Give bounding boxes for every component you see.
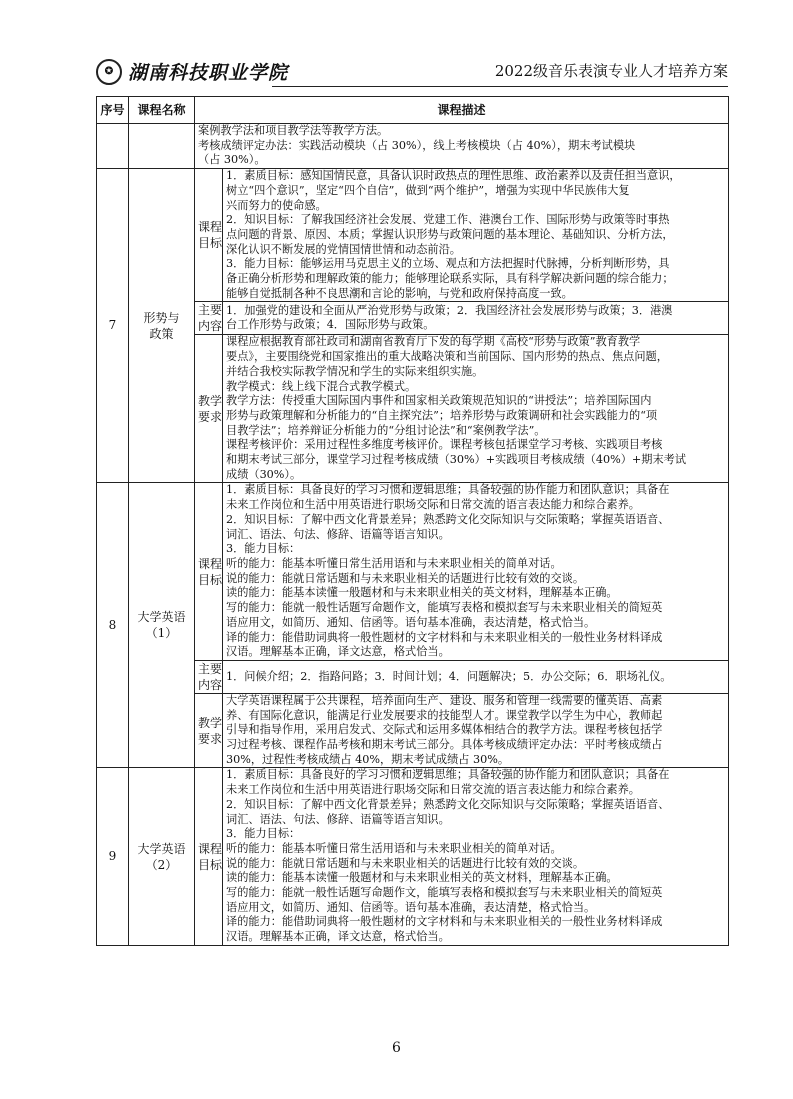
course-name xyxy=(129,768,195,945)
desc-line: 养、有国际化意识，能满足行业发展要求的技能型人才。课堂教学以学生为中心，教师起 xyxy=(226,708,663,722)
desc-line: 2．知识目标：了解中西文化背景差异；熟悉跨文化交际知识与交际策略；掌握英语语音、 xyxy=(226,512,670,526)
desc-line: 教学方法：传授重大国际国内事件和国家相关政策规范知识的“讲授法”；培养国际国内 xyxy=(226,394,652,408)
section-label-line: 内容 xyxy=(198,319,223,334)
desc-line: 2．知识目标：了解我国经济社会发展、党建工作、港澳台工作、国际形势与政策等时事热 xyxy=(226,213,670,227)
desc-line: 考核成绩评定办法：实践活动模块（占 30%），线上考核模块（占 40%），期末考试模块 xyxy=(198,138,636,152)
section-label-line: 课程 xyxy=(198,556,223,571)
section-description xyxy=(223,483,729,660)
desc-line: 听的能力：能基本听懂日常生活用语和与未来职业相关的简单对话。 xyxy=(226,556,562,570)
col-header-name: 课程名称 xyxy=(129,97,195,124)
desc-line: 1．问候介绍；2．指路问路；3．时间计划；4．问题解决；5．办公交际；6．职场礼仪。 xyxy=(226,669,672,683)
section-description xyxy=(223,302,729,335)
col-header-num: 序号 xyxy=(97,97,129,124)
desc-line: 能够自觉抵制各种不良思潮和言论的影响，与党和政府保持高度一致。 xyxy=(226,286,573,300)
desc-line: 汉语。理解基本正确，译文达意，格式恰当。 xyxy=(226,645,450,659)
desc-line: 点问题的背景、原因、本质；掌握认识形势与政策问题的基本理论、基础知识、分析方法， xyxy=(226,227,674,241)
section-label xyxy=(195,302,223,335)
cell-name xyxy=(129,124,195,169)
desc-line: 听的能力：能基本听懂日常生活用语和与未来职业相关的简单对话。 xyxy=(226,841,562,855)
section-label xyxy=(195,768,223,945)
course-name xyxy=(129,169,195,483)
desc-line: 译的能力：能借助词典将一般性题材的文字材料和与未来职业相关的一般性业务材料译成 xyxy=(226,630,663,644)
desc-line: 课程考核评价：采用过程性多维度考核评价。课程考核包括课堂学习考核、实践项目考核 xyxy=(226,438,663,452)
section-description xyxy=(223,768,729,945)
table-row xyxy=(97,768,729,945)
section-label-line: 课程 xyxy=(198,841,223,856)
desc-line: 1．素质目标：感知国情民意，具备认识时政热点的理性思维、政治素养以及责任担当意识， xyxy=(226,169,681,183)
section-label-line: 目标 xyxy=(198,236,223,251)
desc-line: 语应用文，如简历、通知、信函等。语句基本准确，表达清楚，格式恰当。 xyxy=(226,615,596,629)
desc-line: 目教学法”；培养辩证分析能力的“分组讨论法”和“案例教学法”。 xyxy=(226,423,546,437)
course-number: 8 xyxy=(97,483,129,768)
section-description xyxy=(223,693,729,768)
school-logo xyxy=(96,58,288,85)
desc-line: 写的能力：能就一般性话题写命题作文，能填写表格和模拟套写与未来职业相关的简短英 xyxy=(226,601,663,615)
desc-line: 汉语。理解基本正确，译文达意，格式恰当。 xyxy=(226,930,450,944)
desc-line: 深化认识不断发展的党情国情世情和动态前沿。 xyxy=(226,242,461,256)
desc-line: 1．素质目标：具备良好的学习习惯和逻辑思维；具备较强的协作能力和团队意识；具备在 xyxy=(226,483,670,497)
section-label xyxy=(195,169,223,302)
section-label xyxy=(195,483,223,660)
desc-line: 课程应根据教育部社政司和湖南省教育厅下发的每学期《高校“形势与政策”教育教学 xyxy=(226,335,641,349)
desc-line: 未来工作岗位和生活中用英语进行职场交际和日常交流的语言表达能力和综合素养。 xyxy=(226,783,640,797)
desc-line: 台工作形势与政策；4．国际形势与政策。 xyxy=(226,318,435,332)
desc-line: 说的能力：能就日常话题和与未来职业相关的话题进行比较有效的交谈。 xyxy=(226,856,585,870)
desc-line: 读的能力：能基本读懂一般题材和与未来职业相关的英文材料，理解基本正确。 xyxy=(226,871,618,885)
section-label-line: 课程 xyxy=(198,220,223,235)
course-table xyxy=(96,96,729,946)
course-name-line: （1） xyxy=(145,626,178,641)
desc-line: （占 30%）。 xyxy=(198,153,266,167)
desc-line: 引导和指导作用，采用启发式、交际式和运用多媒体相结合的教学方法。课程考核包括学 xyxy=(226,723,663,737)
desc-line: 写的能力：能就一般性话题写命题作文，能填写表格和模拟套写与未来职业相关的简短英 xyxy=(226,886,663,900)
course-number: 9 xyxy=(97,768,129,945)
desc-line: 30%，过程性考核成绩占 40%，期末考试成绩占 30%。 xyxy=(226,752,510,766)
desc-line: 成绩（30%）。 xyxy=(226,467,302,481)
desc-line: 大学英语课程属于公共课程，培养面向生产、建设、服务和管理一线需要的懂英语、高素 xyxy=(226,693,663,707)
desc-line: 要点》，主要围绕党和国家推出的重大战略决策和当前国际、国内形势的热点、焦点问题， xyxy=(226,350,668,364)
course-name-line: 大学英语 xyxy=(137,841,186,856)
header-rule xyxy=(272,86,728,87)
school-name: 湖南科技职业学院 xyxy=(128,62,289,84)
desc-line: 习过程考核、课程作品考核和期末考试三部分。具体考核成绩评定办法：平时考核成绩占 xyxy=(226,738,663,752)
desc-line: 案例教学法和项目教学法等教学方法。 xyxy=(198,124,389,137)
col-header-desc: 课程描述 xyxy=(195,97,729,124)
course-name-line: 政策 xyxy=(149,326,174,341)
course-name-line: （2） xyxy=(145,857,178,872)
page-header xyxy=(96,56,728,90)
course-name-line: 形势与 xyxy=(143,310,180,325)
document-title: 2022级音乐表演专业人才培养方案 xyxy=(494,62,728,80)
desc-line: 和期末考试三部分，课堂学习过程考核成绩（30%）+实践项目考核成绩（40%）+期末考试 xyxy=(226,453,687,467)
course-name xyxy=(129,483,195,768)
desc-line: 树立“四个意识”，坚定“四个自信”，做到“两个维护”，增强为实现中华民族伟大复 xyxy=(226,183,630,197)
table-row xyxy=(97,483,729,660)
cell-num xyxy=(97,124,129,169)
cell-desc xyxy=(195,124,729,169)
course-name-line: 大学英语 xyxy=(137,610,186,625)
desc-line: 形势与政策理解和分析能力的“自主探究法”；培养形势与政策调研和社会实践能力的“项 xyxy=(226,408,658,422)
section-label-line: 主要 xyxy=(198,303,223,318)
section-description xyxy=(223,660,729,693)
section-label-line: 目标 xyxy=(198,572,223,587)
section-label-line: 主要 xyxy=(198,661,223,676)
page-number: 6 xyxy=(392,1040,401,1056)
desc-line: 2．知识目标：了解中西文化背景差异；熟悉跨文化交际知识与交际策略；掌握英语语音、 xyxy=(226,797,670,811)
desc-line: 未来工作岗位和生活中用英语进行职场交际和日常交流的语言表达能力和综合素养。 xyxy=(226,498,640,512)
desc-line: 兴而努力的使命感。 xyxy=(226,198,327,212)
desc-line: 译的能力：能借助词典将一般性题材的文字材料和与未来职业相关的一般性业务材料译成 xyxy=(226,915,663,929)
section-label-line: 要求 xyxy=(198,409,223,424)
section-label xyxy=(195,693,223,768)
section-label-line: 目标 xyxy=(198,857,223,872)
section-label-line: 教学 xyxy=(198,393,223,408)
desc-line: 并结合我校实际教学情况和学生的实际来组织实施。 xyxy=(226,364,484,378)
section-label-line: 要求 xyxy=(198,731,223,746)
desc-line: 读的能力：能基本读懂一般题材和与未来职业相关的英文材料，理解基本正确。 xyxy=(226,586,618,600)
section-description xyxy=(223,169,729,302)
table-row-continued xyxy=(97,124,729,169)
section-description xyxy=(223,335,729,483)
desc-line: 语应用文，如简历、通知、信函等。语句基本准确，表达清楚，格式恰当。 xyxy=(226,900,596,914)
desc-line: 说的能力：能就日常话题和与未来职业相关的话题进行比较有效的交谈。 xyxy=(226,571,585,585)
desc-line: 教学模式：线上线下混合式教学模式。 xyxy=(226,379,417,393)
desc-line: 1．加强党的建设和全面从严治党形势与政策；2．我国经济社会发展形势与政策；3．港澳 xyxy=(226,303,673,317)
desc-line: 1．素质目标：具备良好的学习习惯和逻辑思维；具备较强的协作能力和团队意识；具备在 xyxy=(226,768,670,782)
desc-line: 备正确分析形势和理解政策的能力；能够理论联系实际，具有科学解决新问题的综合能力； xyxy=(226,272,674,286)
desc-line: 词汇、语法、句法、修辞、语篇等语言知识。 xyxy=(226,527,450,541)
desc-line: 词汇、语法、句法、修辞、语篇等语言知识。 xyxy=(226,812,450,826)
seal-icon: ✪ xyxy=(96,59,122,85)
course-number: 7 xyxy=(97,169,129,483)
section-label-line: 内容 xyxy=(198,677,223,692)
section-label-line: 教学 xyxy=(198,715,223,730)
desc-line: 3．能力目标： xyxy=(226,542,301,556)
table-row xyxy=(97,169,729,302)
section-label xyxy=(195,335,223,483)
desc-line: 3．能力目标：能够运用马克思主义的立场、观点和方法把握时代脉搏，分析判断形势，具 xyxy=(226,257,670,271)
desc-line: 3．能力目标： xyxy=(226,827,301,841)
section-label xyxy=(195,660,223,693)
table-header-row xyxy=(97,97,729,124)
